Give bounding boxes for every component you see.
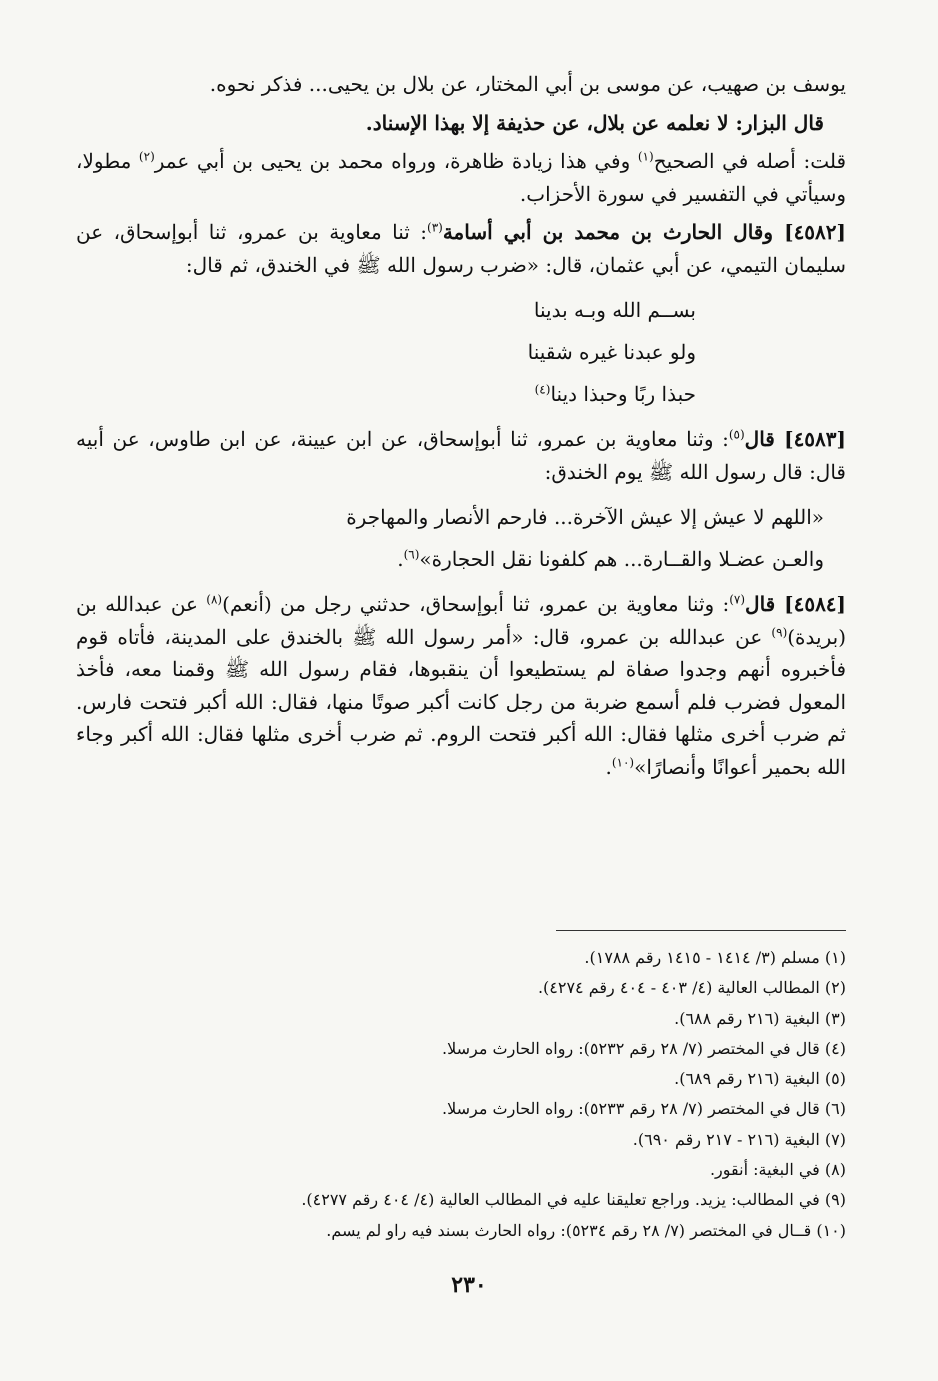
footnote-3: (٣) البغية (٢١٦ رقم ٦٨٨). xyxy=(674,1008,846,1028)
hadith-number-4583: [٤٥٨٣] xyxy=(784,427,846,451)
verse-2-end: . xyxy=(397,547,404,571)
paragraph-bazzar: قال البزار: لا نعلمه عن بلال، عن حذيفة إلا بهذا الإسناد. xyxy=(365,110,824,135)
verse-1-line-2: ولو عبدنا غيره شقينا xyxy=(527,340,696,364)
footnote-1: (١) مسلم (٣/ ١٤١٤ - ١٤١٥ رقم ١٧٨٨). xyxy=(584,948,846,967)
footnote-marker-7[interactable]: (٧) xyxy=(729,592,746,607)
footnote-marker-5[interactable]: (٥) xyxy=(728,427,745,442)
verse-1-line-3-wrap xyxy=(76,373,696,415)
footnote-4: (٤) قال في المختصر (٧/ ٢٨ رقم ٥٢٣٢): رواه الحارث مرسلا. xyxy=(442,1038,846,1058)
footnote-marker-3[interactable]: (٣) xyxy=(427,220,443,235)
footnote-marker-9[interactable]: (٩) xyxy=(771,624,788,639)
footnote-7: (٧) البغية (٢١٦ - ٢١٧ رقم ٦٩٠). xyxy=(632,1129,846,1149)
hadith-4583-text: : وثنا معاوية بن عمرو، ثنا أبوإسحاق، عن ابن عيينة، عن ابن طاوس، عن أبيه قال: قال رسول الله ﷺ يوم الخندق: xyxy=(76,427,846,484)
footnote-5: (٥) البغية (٢١٦ رقم ٦٨٩). xyxy=(674,1069,846,1089)
verse-block-2 xyxy=(76,496,824,580)
footnote-10: (١٠) قــال في المختصر (٧/ ٢٨ رقم ٥٢٣٤): رواه الحارث بسند فيه راو لم يسم. xyxy=(326,1220,846,1240)
footnote-marker-1[interactable]: (١) xyxy=(637,149,654,164)
verse-2-line-1: «اللهم لا عيش إلا عيش الآخرة... فارحم الأنصار والمهاجرة xyxy=(346,505,824,529)
footnote-marker-4[interactable]: (٤) xyxy=(534,382,551,397)
verse-2-line-2-wrap xyxy=(76,538,824,580)
footnotes-list xyxy=(76,943,846,1246)
hadith-4582-text: : ثنا معاوية بن عمرو، ثنا أبوإسحاق، عن سليمان التيمي، عن أبي عثمان، قال: «ضرب رسول الله ﷺ في الخندق، ثم قال: xyxy=(76,220,846,277)
footnote-marker-2[interactable]: (٢) xyxy=(138,149,155,164)
footnote-8: (٨) في البغية: أنقور. xyxy=(709,1160,846,1180)
footnote-9: (٩) في المطالب: يزيد. وراجع تعليقنا عليه في المطالب العالية (٤/ ٤٠٤ رقم ٤٢٧٧). xyxy=(301,1190,846,1210)
main-text xyxy=(76,68,846,789)
verse-2-line-2: والعـن عضـلا والقــارة... هم كلفونا نقل الحجارة» xyxy=(419,547,824,571)
qultu-text-b: وفي هذا زيادة ظاهرة، ورواه محمد بن يحيى بن أبي عمر xyxy=(154,149,638,173)
verse-1-line-1: بســم الله وبـه بدينا xyxy=(533,298,696,322)
hadith-number-4582: [٤٥٨٢] xyxy=(784,220,846,244)
footnote-2: (٢) المطالب العالية (٤/ ٤٠٣ - ٤٠٤ رقم ٤٢٧٤). xyxy=(537,978,846,998)
hadith-4584-text-2: عن عبدالله بن (بريدة) xyxy=(76,592,846,649)
hadith-4582 xyxy=(76,216,846,281)
hadith-4584 xyxy=(76,588,846,783)
hadith-4584-text-1: : وثنا معاوية بن عمرو، ثنا أبوإسحاق، حدثني رجل من (أنعم) xyxy=(222,592,730,616)
verse-block-1 xyxy=(76,289,696,415)
qultu-text-c: مطولا، وسيأتي في التفسير في سورة الأحزاب. xyxy=(76,149,846,206)
hadith-4583-lead: قال xyxy=(744,427,785,451)
qultu-text-a: قلت: أصله في الصحيح xyxy=(653,149,847,173)
hadith-4584-text-3: عن عبدالله بن عمرو، قال: «أمر رسول الله ﷺ بالخندق على المدينة، فأتاه قوم فأخبروه أنهم وجدوا صفاة لم يستطيعوا أن ينقبوها، فقام رسول الله ﷺ وقمنا معه، فأخذ المعول فضرب فلم أسمع ضربة من رجل كانت أكبر صوتًا منها، فقال: الله أكبر فتحت فارس. ثم ضرب أخرى مثلها فقال: الله أكبر فتحت الروم. ثم ضرب أخرى مثلها فقال: الله أكبر وجاء الله بحمير أعوانًا وأنصارًا» xyxy=(76,624,846,779)
footnote-marker-6[interactable]: (٦) xyxy=(403,547,420,562)
hadith-4584-end: . xyxy=(605,754,612,779)
hadith-4583 xyxy=(76,423,846,488)
footnote-marker-8[interactable]: (٨) xyxy=(206,592,223,607)
footnote-6: (٦) قال في المختصر (٧/ ٢٨ رقم ٥٢٣٣): رواه الحارث مرسلا. xyxy=(442,1099,846,1119)
paragraph-qultu xyxy=(76,145,846,210)
paragraph-1: يوسف بن صهيب، عن موسى بن أبي المختار، عن بلال بن يحيى... فذكر نحوه. xyxy=(209,72,846,96)
footnote-divider xyxy=(556,930,846,931)
footnote-marker-10[interactable]: (١٠) xyxy=(611,754,635,769)
hadith-4582-lead: وقال الحارث بن محمد بن أبي أسامة xyxy=(442,220,785,244)
page-number: ٢٣٠ xyxy=(451,1272,487,1298)
verse-1-line-3: حبذا ربًا وحبذا دينا xyxy=(550,382,696,406)
hadith-number-4584: [٤٥٨٤] xyxy=(784,592,847,616)
hadith-4584-lead: قال xyxy=(745,592,785,616)
